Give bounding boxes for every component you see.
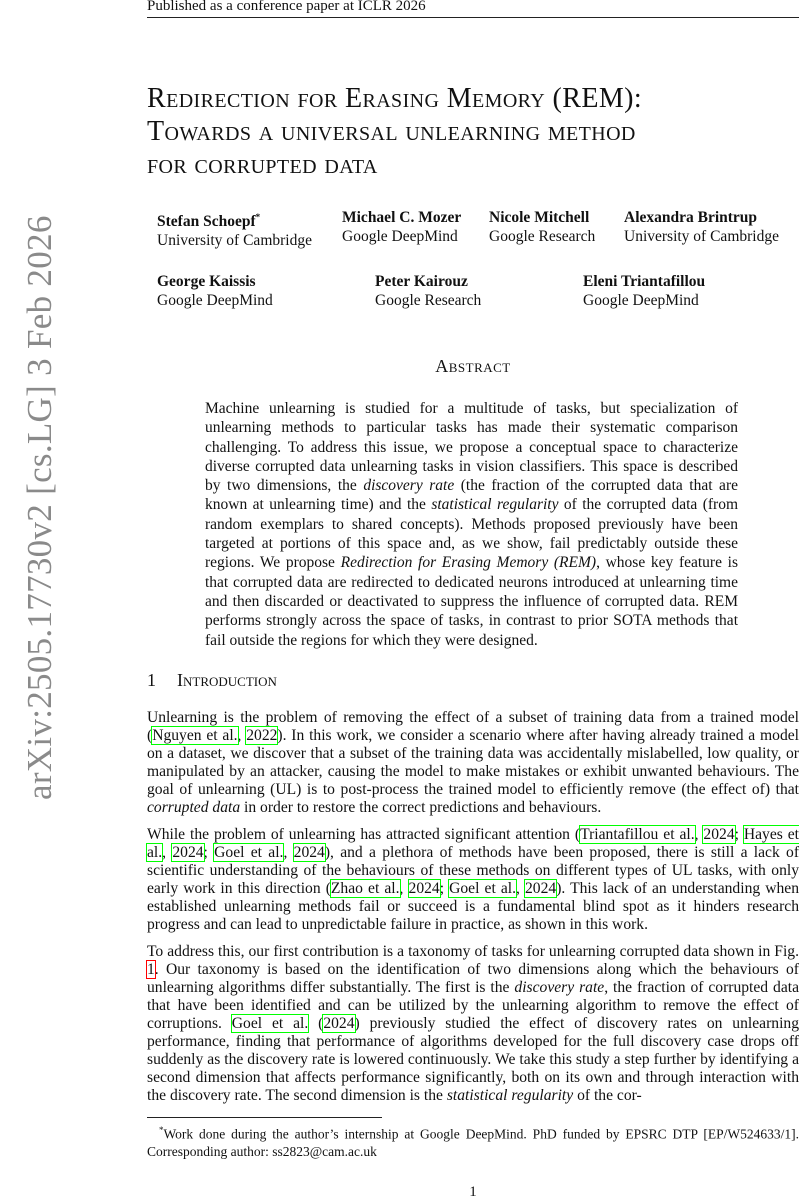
text-run: ). In this work, we consider a scenario where after having already trained a model on a dataset, we discover that a subset of the training data was accidentally mislabelled, low quality, or manipulated by an attacker, causing the model to make mistakes or exhibit unwanted behaviours. The goal of unlearning (UL) is to post-process the trained model to efficiently remove (the effect of) that: [147, 727, 799, 798]
citation-link[interactable]: Goel et al.: [231, 1015, 309, 1032]
author-affiliation: University of Cambridge: [624, 228, 779, 245]
paragraph: [147, 826, 799, 934]
introduction-body: [147, 709, 799, 1114]
text-run: ;: [734, 826, 744, 843]
emphasis-text: Redirection for Erasing Memory (REM): [340, 554, 597, 572]
text-run: Unlearning is the problem of removing the effect of a subset of training data from a trained model (: [147, 709, 799, 744]
text-run: To address this, our first contribution is a taxonomy of tasks for unlearning corrupted data shown in Fig.: [147, 943, 799, 960]
text-run: in order to restore the correct predictions and behaviours.: [240, 799, 602, 816]
text-run: ) previously studied the effect of discovery rates on unlearning performance, finding that performance of algorithms developed for the full discovery case drops off suddenly as the discovery rate is lowered continuously. We take this study a step further by identifying a second dimension that affects performance significantly, both on its own and through interaction with the discovery rate. The second dimension is the: [147, 1015, 799, 1104]
author-name: Stefan Schoepf: [157, 213, 256, 231]
citation-link[interactable]: 2024: [293, 844, 325, 861]
footnote-mark: *: [159, 1125, 164, 1135]
footnote: [147, 1122, 799, 1160]
citation-link[interactable]: 2022: [246, 727, 278, 744]
text-run: ,: [516, 880, 525, 897]
title-line: for corrupted data: [147, 149, 378, 180]
citation-link[interactable]: Zhao et al.: [330, 880, 400, 897]
author: [489, 208, 595, 246]
figure-ref-link[interactable]: 1: [147, 961, 155, 978]
paper-title: [147, 82, 642, 181]
citation-link[interactable]: 2024: [172, 844, 204, 861]
text-run: of the corrupted data (from random exemplars to shared concepts). Methods proposed previously have been targeted at portions of this space and, as we show, fail predictably outside these regions. We propose: [205, 496, 738, 572]
author: [624, 208, 779, 246]
section-heading: [147, 670, 277, 691]
citation-link[interactable]: 2024: [323, 1015, 355, 1032]
header-rule: [147, 17, 799, 18]
text-run: ,: [283, 844, 294, 861]
author-affiliation: Google DeepMind: [342, 228, 458, 245]
citation-link[interactable]: 2024: [525, 880, 557, 897]
title-line: Redirection for Erasing Memory (REM):: [147, 83, 643, 114]
author: [342, 208, 461, 246]
text-run: Machine unlearning is studied for a multitude of tasks, but specialization of unlearning methods to particular tasks has made their systematic comparison challenging. To address this issue, we propose a conceptual space to characterize diverse corrupted data unlearning tasks in vision classifiers. This space is described by two dimensions, the: [205, 400, 738, 495]
text-run: ;: [203, 844, 215, 861]
text-run: of the cor-: [573, 1087, 642, 1104]
text-run: While the problem of unlearning has attracted significant attention (: [147, 826, 581, 843]
text-run: ,: [399, 880, 409, 897]
citation-link[interactable]: Triantafillou et al.: [580, 826, 695, 843]
author-name: George Kaissis: [157, 273, 256, 290]
text-run: ), and a plethora of methods have been proposed, there is still a lack of scientific understanding of the behaviours of these methods on different types of UL tasks, with only early work in this direction (: [147, 844, 799, 897]
author-affiliation: Google Research: [489, 228, 596, 245]
footnote-mark[interactable]: *: [255, 212, 261, 222]
paragraph: [147, 709, 799, 817]
citation-link[interactable]: Nguyen et al.: [152, 727, 238, 744]
author: [583, 272, 705, 310]
text-run: ,: [237, 727, 247, 744]
author: [157, 272, 273, 310]
emphasis-text: corrupted data: [147, 799, 241, 816]
title-line: Towards a universal unlearning method: [147, 116, 636, 147]
arxiv-stamp: arXiv:2505.17730v2 [cs.LG] 3 Feb 2026: [20, 215, 59, 800]
running-head: Published as a conference paper at ICLR 2026: [147, 0, 426, 14]
text-run: ). This lack of an understanding when established unlearning methods fail or succeed is a fundamental blind spot as it hinders research progress and can lead to unpredictable failure in practice, as shown in this work.: [147, 880, 799, 933]
section-number: 1: [147, 670, 156, 690]
page-number: 1: [469, 1184, 477, 1200]
text-run: ;: [439, 880, 450, 897]
text-run: , whose key feature is that corrupted data are redirected to dedicated neurons introduced at unlearning time and then discarded or deactivated to suppress the influence of corrupted data. REM performs strongly across the space of tasks, in contrast to prior SOTA methods that fail outside the regions for which they were designed.: [205, 554, 738, 649]
citation-link[interactable]: Goel et al.: [449, 880, 517, 897]
author-affiliation: University of Cambridge: [157, 232, 312, 250]
text-run: (: [308, 1015, 324, 1032]
author-name: Nicole Mitchell: [489, 209, 590, 226]
abstract-heading: Abstract: [435, 356, 511, 376]
footnote-text: Work done during the author’s internship at Google DeepMind. PhD funded by EPSRC DTP [EP/W524633/1]. Corresponding author: ss2823@cam.ac.uk: [147, 1126, 799, 1159]
author-affiliation: Google DeepMind: [583, 292, 699, 309]
text-run: ,: [162, 844, 173, 861]
citation-link[interactable]: Goel et al.: [214, 844, 284, 861]
section-title: Introduction: [177, 670, 277, 690]
emphasis-text: discovery rate: [514, 979, 605, 996]
text-run: , the fraction of corrupted data that have been identified and can be utilized by the unlearning algorithm to remove the effect of corruptions.: [147, 979, 799, 1032]
abstract-body: [205, 399, 738, 650]
citation-link[interactable]: 2024: [408, 880, 440, 897]
emphasis-text: discovery rate: [363, 477, 455, 495]
author: [375, 272, 481, 310]
emphasis-text: statistical regularity: [431, 496, 559, 514]
author-name: Peter Kairouz: [375, 273, 468, 290]
author-name: Eleni Triantafillou: [583, 273, 706, 290]
author-name: Michael C. Mozer: [342, 209, 462, 226]
citation-link[interactable]: 2024: [703, 826, 735, 843]
text-run: ,: [694, 826, 704, 843]
author: [157, 208, 312, 250]
author-affiliation: Google DeepMind: [157, 292, 273, 309]
author-affiliation: Google Research: [375, 292, 482, 309]
emphasis-text: statistical regularity: [446, 1087, 574, 1104]
citation-link[interactable]: Hayes et al.: [147, 826, 799, 861]
paragraph: [147, 943, 799, 1105]
text-run: . Our taxonomy is based on the identification of two dimensions along which the behaviours of unlearning algorithms differ substantially. The first is the: [147, 961, 799, 996]
footnote-rule: [147, 1117, 382, 1118]
author-name: Alexandra Brintrup: [624, 209, 758, 226]
text-run: (the fraction of the corrupted data that are known at unlearning time) and the: [205, 477, 738, 514]
